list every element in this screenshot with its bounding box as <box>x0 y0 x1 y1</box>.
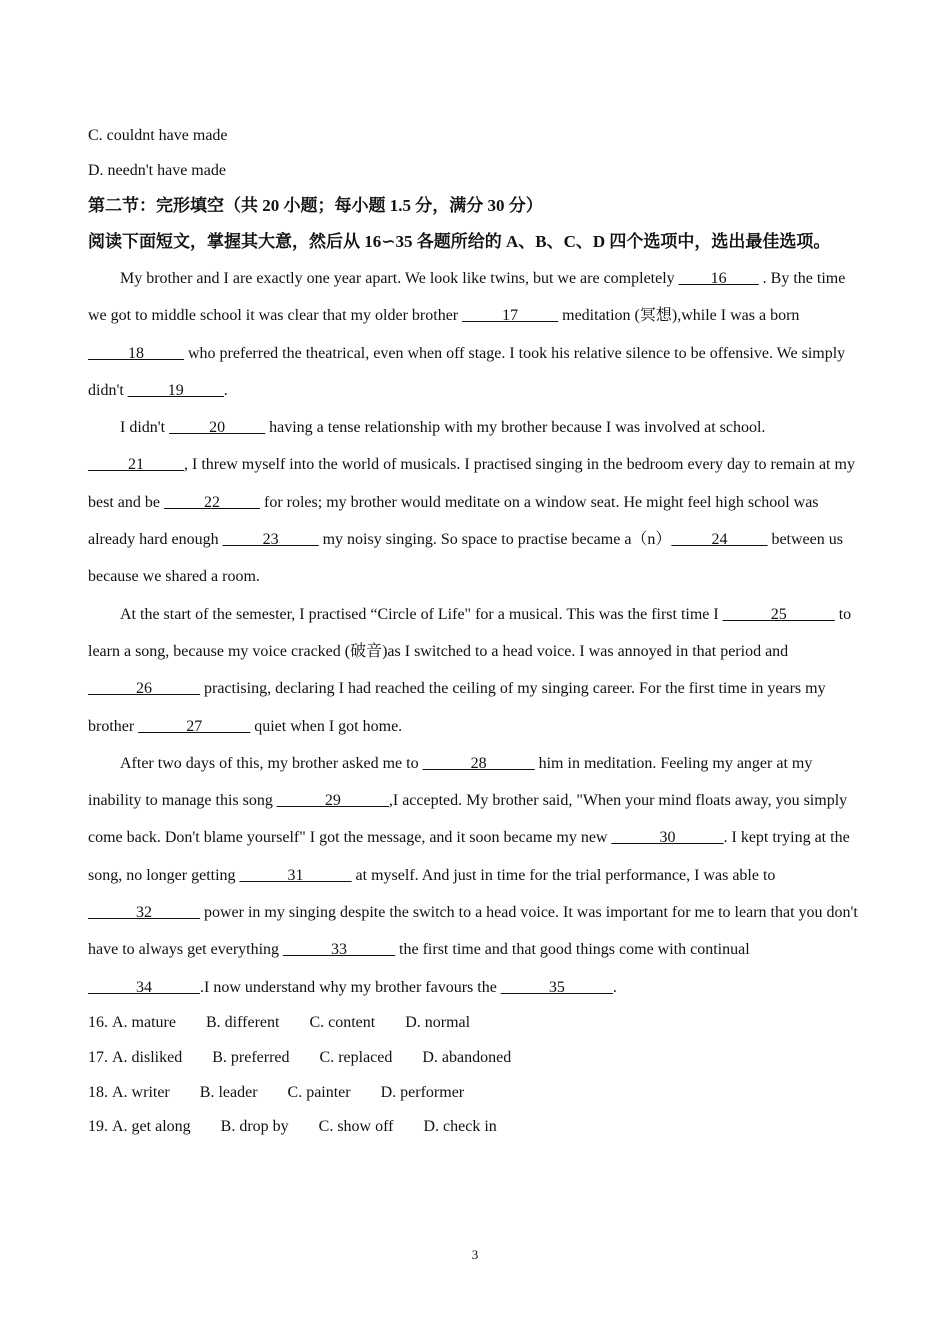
prev-option-d: D. needn't have made <box>88 162 226 179</box>
blank-25: ______25______ <box>722 605 835 623</box>
prev-option-c: C. couldnt have made <box>88 127 228 144</box>
blank-18: _____18_____ <box>88 344 184 362</box>
option: D. normal <box>405 1013 471 1031</box>
option: B. leader <box>199 1083 258 1101</box>
instruction: 阅读下面短文，掌握其大意，然后从 16∽35 各题所给的 A、B、C、D 四个选项中，选出最佳选项。 <box>88 232 831 251</box>
option: C. content <box>309 1013 376 1031</box>
blank-17: _____17_____ <box>462 307 559 325</box>
option: D. check in <box>423 1118 497 1136</box>
section-heading: 第二节：完形填空（共 20 小题；每小题 1.5 分，满分 30 分） <box>88 196 543 215</box>
page-number: 3 <box>471 1247 479 1262</box>
blank-21: _____21_____ <box>88 456 184 474</box>
document-page <box>88 118 864 1145</box>
blank-19: _____19_____ <box>127 381 224 399</box>
blank-24: _____24_____ <box>671 531 768 549</box>
blank-31: ______31______ <box>239 866 352 884</box>
question-18: 18. A. writer B. leader C. painter D. performer <box>88 1076 864 1111</box>
question-16: 16. A. mature B. different C. content D. normal <box>88 1006 864 1041</box>
blank-33: ______33______ <box>283 941 396 959</box>
option: D. performer <box>380 1083 465 1101</box>
blank-28: ______28______ <box>422 754 535 772</box>
blank-27: ______27______ <box>138 717 251 735</box>
blank-16: ____16____ <box>678 270 759 287</box>
option: C. painter <box>287 1083 351 1101</box>
blank-34: ______34______ <box>88 978 200 996</box>
paragraph-2: I didn't _____20_____ having a tense relationship with my brother because I was involved at school. _____21_____, I threw myself into the world of musicals. I practised singing in the bedroom every day to remain at my best and be _____22_____ for roles; my brother would meditate on a window seat. He might feel high school was already hard enough _____23_____ my noisy singing. So space to practise became a（n）_____24_____ between us because we shared a room. <box>88 419 855 586</box>
blank-30: ______30______ <box>611 829 724 847</box>
question-17: 17. A. disliked B. preferred C. replaced D. abandoned <box>88 1041 864 1076</box>
blank-22: _____22_____ <box>163 493 260 511</box>
paragraph-4: After two days of this, my brother asked me to ______28______ him in meditation. Feeling my anger at my inability to manage this song ______29______,I accepted. My brother said, "When your mind floats away, you simply come back. Don't blame yourself" I got the message, and it soon became my new ______30______. I kept trying at the song, no longer getting ______31______ at myself. And just in time for the trial performance, I was able to ______32______ power in my singing despite the switch to a head voice. It was important for me to learn that you don't have to always get everything ______33______ the first time and that good things come with continual ______34______.I now understand why my brother favours the ______35______. <box>88 754 858 996</box>
paragraph-3: At the start of the semester, I practised “Circle of Life" for a musical. This was the first time I ______25______ to learn a song, because my voice cracked (破音)as I switched to a head voice. I was annoyed in that period and ______26______ practising, declaring I had reached the ceiling of my singing career. For the first time in years my brother ______27______ quiet when I got home. <box>88 605 852 735</box>
blank-26: ______26______ <box>88 680 200 698</box>
blank-23: _____23_____ <box>222 531 319 549</box>
blank-32: ______32______ <box>88 904 200 922</box>
option: A. disliked <box>112 1048 183 1066</box>
option: D. abandoned <box>422 1048 512 1066</box>
option: A. get along <box>112 1118 191 1136</box>
option: C. replaced <box>319 1048 393 1066</box>
blank-35: ______35______ <box>500 978 613 996</box>
option: C. show off <box>318 1118 394 1136</box>
blank-29: ______29______ <box>276 792 389 810</box>
paragraph-1: My brother and I are exactly one year apart. We look like twins, but we are completely ____16____ . By the time we got to middle school it was clear that my older brother _____17_____ meditation (冥想),while I was a born _____18_____ who preferred the theatrical, even when off stage. I took his relative silence to be offensive. We simply didn't _____19_____. <box>88 270 846 399</box>
blank-20: _____20_____ <box>169 419 266 437</box>
question-19: 19. A. get along B. drop by C. show off D. check in <box>88 1110 864 1145</box>
option: B. different <box>205 1013 280 1031</box>
option: A. mature <box>112 1013 176 1031</box>
cloze-passage <box>88 260 864 1006</box>
question-options <box>88 1006 864 1145</box>
option: B. drop by <box>220 1118 289 1136</box>
option: A. writer <box>112 1083 170 1101</box>
option: B. preferred <box>212 1048 290 1066</box>
